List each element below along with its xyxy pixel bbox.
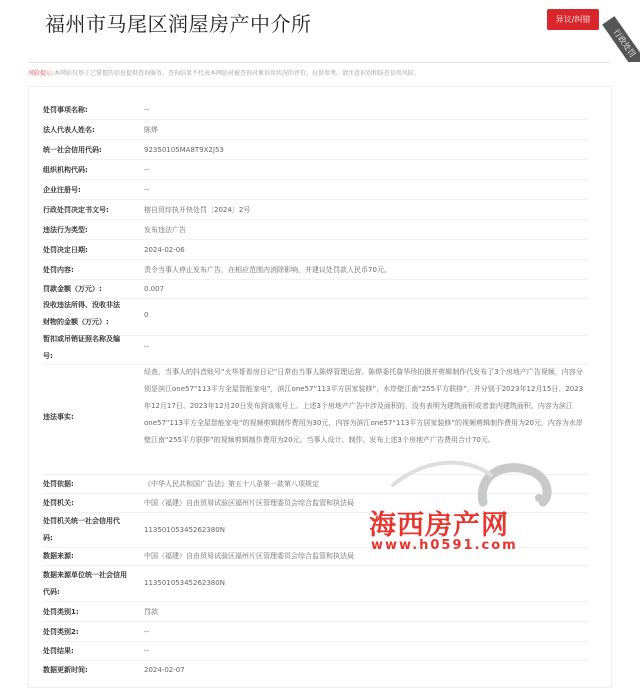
risk-notice: [28, 68, 610, 77]
watermark-text: 海西房产网: [369, 510, 509, 541]
field-value: 罚款: [144, 608, 158, 616]
field-value: 0.007: [144, 285, 165, 293]
field-label: 处罚决定日期:: [43, 246, 88, 254]
field-value: 中国（福建）自由贸易试验区福州片区管理委员会综合监管和执法局: [144, 499, 354, 507]
field-label: 企业注册号:: [43, 186, 81, 194]
field-value: --: [144, 343, 150, 351]
field-row: [43, 182, 588, 200]
field-value: 发布违法广告: [144, 226, 186, 234]
field-label: 统一社会信用代码:: [43, 146, 102, 154]
field-row: [43, 202, 588, 220]
field-row: [43, 364, 588, 475]
field-row: [43, 548, 588, 566]
field-row: [43, 495, 588, 513]
field-label: 违法事实:: [43, 413, 74, 421]
field-value: --: [144, 106, 150, 114]
field-row: [43, 567, 588, 602]
field-row: [43, 513, 588, 548]
risk-notice-label: 风险提示:: [28, 70, 55, 77]
page-title: 福州市马尾区润屋房产中介所: [45, 12, 312, 36]
field-row: [43, 142, 588, 160]
field-row: [43, 262, 588, 280]
field-label: 处罚类别2:: [43, 628, 79, 636]
field-label: 行政处罚决定书文号:: [43, 206, 109, 214]
field-row: [43, 624, 588, 642]
corner-tab-label: 行政处罚: [602, 16, 640, 62]
field-label: 罚款金额（万元）:: [43, 285, 102, 293]
header-divider: [28, 62, 610, 63]
watermark-url: www.h0591.com: [371, 538, 518, 553]
field-row: [43, 102, 588, 120]
field-label: 法人代表人姓名:: [43, 126, 95, 134]
field-value: 0: [144, 311, 149, 319]
field-value: 2024-02-06: [144, 246, 185, 254]
field-value: 92350105MA8T9X2J53: [144, 146, 224, 154]
objection-button[interactable]: 异议/纠错: [547, 9, 599, 30]
risk-notice-text: 本网站仅基于已掌握的信息提供查询服务，查询结果不代表本网站对被查询对象信用状况的评价，仅供参考。请注意识别和防范信用风险。: [54, 70, 421, 77]
field-label: 数据来源单位统一社会信用代码:: [43, 571, 127, 596]
field-value: 《中华人民共和国广告法》第五十八条第一款第八项规定: [144, 480, 319, 488]
field-value: --: [144, 186, 150, 194]
field-row: [43, 331, 588, 365]
field-label: 组织机构代码:: [43, 166, 88, 174]
page-header: [0, 0, 640, 62]
field-row: [43, 476, 588, 494]
field-row: [43, 162, 588, 180]
field-value: --: [144, 628, 150, 636]
field-value: --: [144, 647, 150, 655]
field-row: [43, 122, 588, 140]
field-value: --: [144, 166, 150, 174]
field-label: 暂扣或吊销证照名称及编号:: [43, 335, 120, 360]
field-label: 处罚内容:: [43, 266, 74, 274]
field-label: 违法行为类型:: [43, 226, 88, 234]
field-row: [43, 242, 588, 260]
field-label: 处罚结果:: [43, 647, 74, 655]
field-value: 11350105345262380N: [144, 579, 225, 587]
field-value: 2024-02-07: [144, 666, 185, 674]
field-value: 经查，当事人的抖音账号“火华哥看房日记”日常由当事人陈烨管理运营。陈烨委托詹华珍拍摄并剪辑制作代发布了3个房地产广告视频，内容分别是滨江one57“113平方全屋智能家电”，滨江one57“113平方居家装修”，水岸壁江南“255平方联排”，并分别于2023年12月15日、2023年12月17日、2023年12月20日发布到该账号上。上述3个房地产广告中涉及面积的，没有表明为建筑面积或者套内建筑面积。内容为滨江one57“113平方全屋智能家电”的视频剪辑制作费用为30元，内容为滨江one57“113平方居家装修”的视频剪辑制作费用为20元，内容为水岸壁江南“255平方联排”的视频剪辑制作费用为20元。当事人设计、制作、发布上述3个房地产广告费用合计70元。: [144, 368, 584, 444]
field-label: 处罚事项名称:: [43, 106, 88, 114]
field-value: 11350105345262380N: [144, 526, 225, 534]
field-row: [43, 604, 588, 622]
field-row: [43, 662, 588, 679]
field-value: 责令当事人停止发布广告，在相应范围内消除影响，并建议处罚款人民币70元。: [144, 266, 391, 274]
corner-ribbon: [600, 0, 640, 62]
field-label: 没收违法所得、没收非法财物的金额（万元）:: [43, 301, 120, 326]
field-row: [43, 643, 588, 661]
field-label: 数据来源:: [43, 552, 74, 560]
field-value: 榕自贸综执开快处罚〔2024〕2号: [144, 206, 251, 214]
field-value: 陈烨: [144, 126, 158, 134]
field-label: 数据更新时间:: [43, 666, 88, 674]
field-label: 处罚机关统一社会信用代码:: [43, 517, 120, 542]
field-row: [43, 222, 588, 240]
field-label: 处罚机关:: [43, 499, 74, 507]
field-label: 处罚依据:: [43, 480, 74, 488]
field-label: 处罚类别1:: [43, 608, 79, 616]
detail-panel: [28, 86, 612, 688]
field-value: 中国（福建）自由贸易试验区福州片区管理委员会综合监管和执法局: [144, 552, 354, 560]
